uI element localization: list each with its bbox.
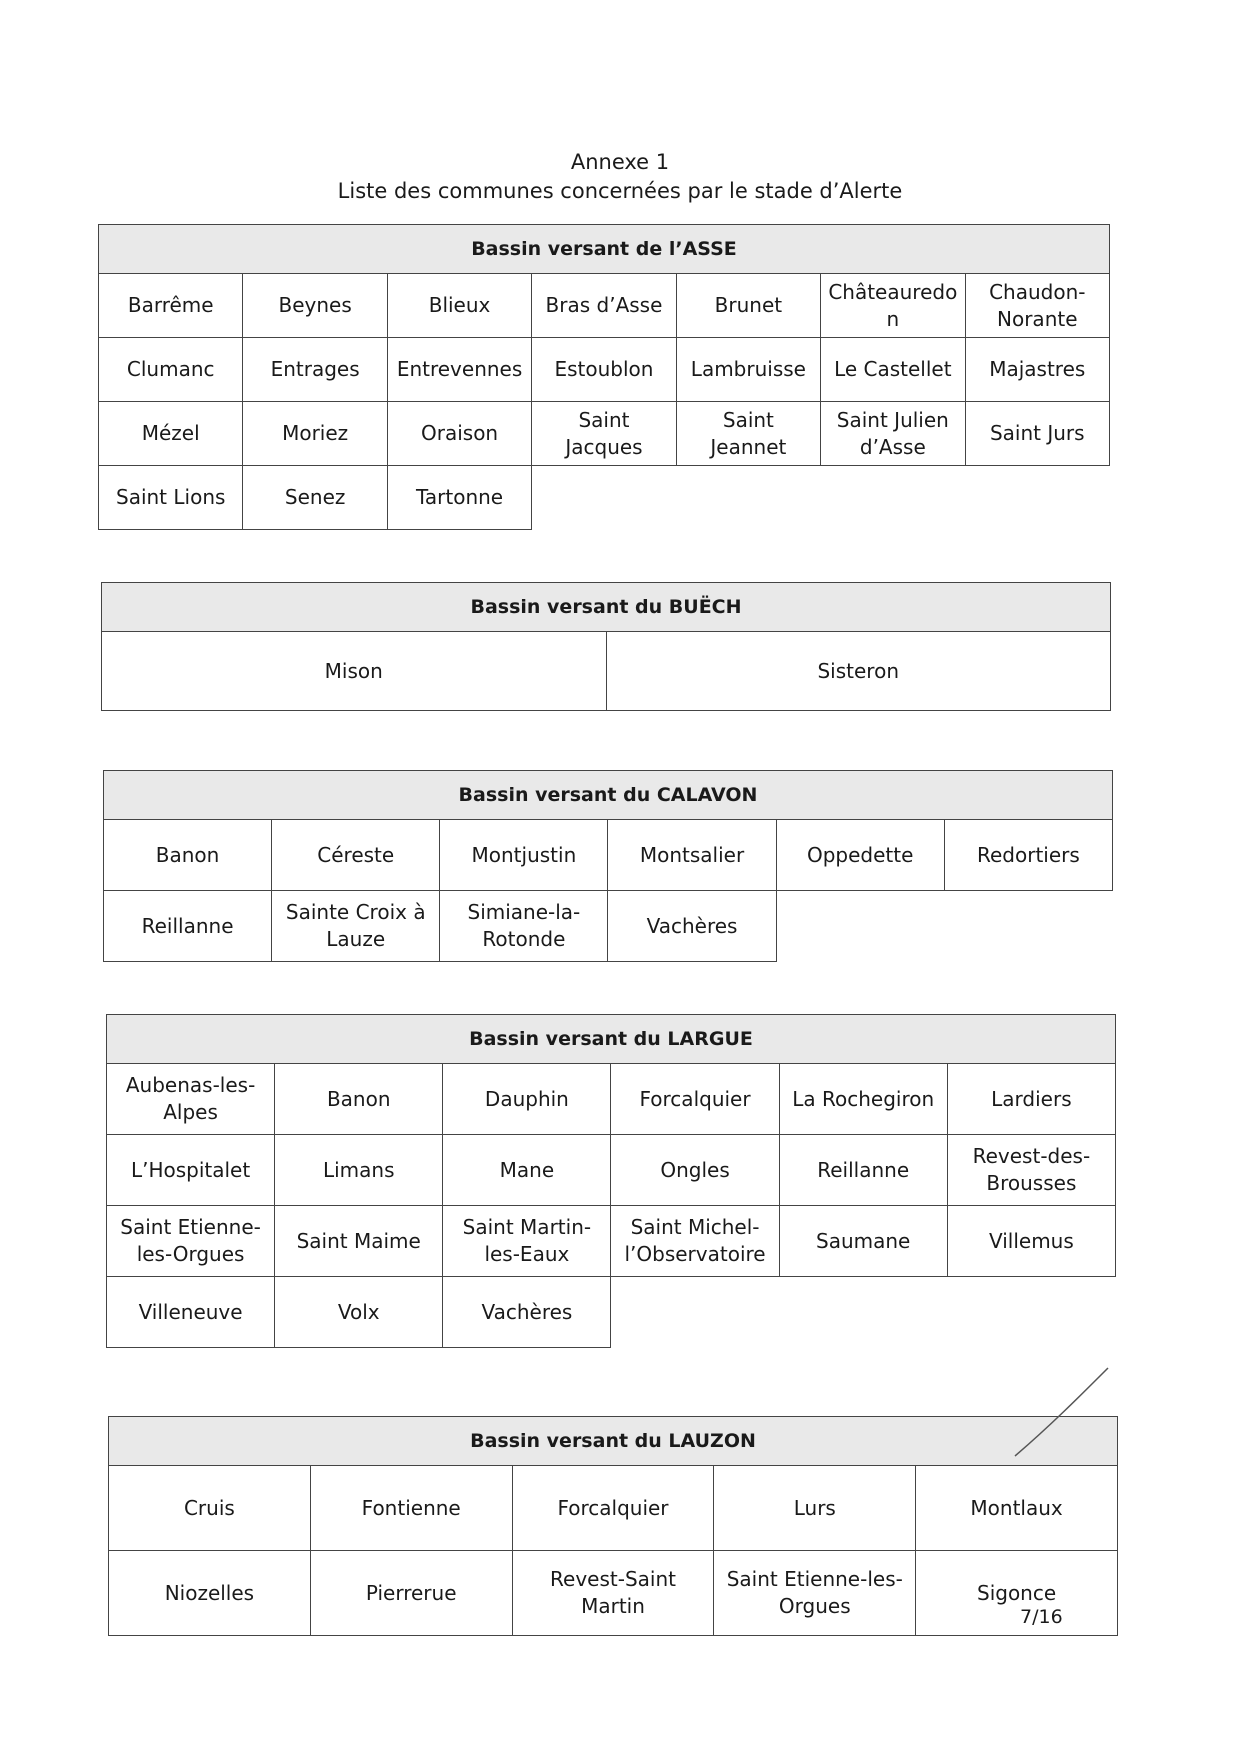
commune-table <box>103 770 1113 962</box>
commune-cell-montjustin: Montjustin <box>440 820 608 891</box>
empty-cell <box>779 1277 947 1348</box>
commune-cell-lardiers: Lardiers <box>947 1064 1115 1135</box>
table-row <box>107 1206 1116 1277</box>
commune-cell-niozelles: Niozelles <box>109 1551 311 1636</box>
commune-cell-oraison: Oraison <box>387 402 531 466</box>
empty-cell <box>821 466 965 530</box>
commune-cell-fontienne: Fontienne <box>310 1466 512 1551</box>
commune-cell-saumane: Saumane <box>779 1206 947 1277</box>
commune-cell-estoublon: Estoublon <box>532 338 676 402</box>
commune-cell-revest-saint-martin: Revest-Saint Martin <box>512 1551 714 1636</box>
commune-cell-banon: Banon <box>104 820 272 891</box>
commune-cell-bras-d-asse: Bras d’Asse <box>532 274 676 338</box>
commune-cell-saint-jacques: Saint Jacques <box>532 402 676 466</box>
commune-cell-barreme: Barrême <box>99 274 243 338</box>
commune-cell-saint-martin-les-eaux: Saint Martin- les-Eaux <box>443 1206 611 1277</box>
commune-cell-saint-etienne-les-orgues: Saint Etienne-les- Orgues <box>714 1551 916 1636</box>
commune-cell-mison: Mison <box>102 632 607 711</box>
bassin-title: Bassin versant du LARGUE <box>107 1015 1116 1064</box>
commune-cell-moriez: Moriez <box>243 402 387 466</box>
table-row <box>99 338 1110 402</box>
commune-cell-limans: Limans <box>275 1135 443 1206</box>
commune-cell-saint-julien-d-asse: Saint Julien d’Asse <box>821 402 965 466</box>
commune-cell-montsalier: Montsalier <box>608 820 776 891</box>
commune-cell-entrevennes: Entrevennes <box>387 338 531 402</box>
table-asse <box>98 224 1110 530</box>
commune-cell-beynes: Beynes <box>243 274 387 338</box>
commune-cell-reillanne: Reillanne <box>779 1135 947 1206</box>
page-header <box>0 148 1240 206</box>
commune-cell-volx: Volx <box>275 1277 443 1348</box>
table-row <box>107 1277 1116 1348</box>
commune-cell-aubenas-les-alpes: Aubenas-les- Alpes <box>107 1064 275 1135</box>
commune-cell-reillanne: Reillanne <box>104 891 272 962</box>
table-lauzon <box>108 1416 1118 1636</box>
commune-cell-clumanc: Clumanc <box>99 338 243 402</box>
bassin-title: Bassin versant du BUËCH <box>102 583 1111 632</box>
table-row <box>99 274 1110 338</box>
empty-cell <box>676 466 820 530</box>
commune-cell-dauphin: Dauphin <box>443 1064 611 1135</box>
commune-cell-chateauredo-n: Châteauredo n <box>821 274 965 338</box>
commune-cell-banon: Banon <box>275 1064 443 1135</box>
table-buech <box>101 582 1111 711</box>
table-row <box>109 1551 1118 1636</box>
table-row <box>107 1135 1116 1206</box>
page-number: 7/16 <box>1020 1606 1063 1628</box>
commune-cell-lurs: Lurs <box>714 1466 916 1551</box>
commune-cell-montlaux: Montlaux <box>916 1466 1118 1551</box>
commune-cell-sainte-croix-a-lauze: Sainte Croix à Lauze <box>272 891 440 962</box>
empty-cell <box>947 1277 1115 1348</box>
commune-cell-entrages: Entrages <box>243 338 387 402</box>
commune-cell-l-hospitalet: L’Hospitalet <box>107 1135 275 1206</box>
commune-cell-brunet: Brunet <box>676 274 820 338</box>
commune-cell-tartonne: Tartonne <box>387 466 531 530</box>
commune-cell-lambruisse: Lambruisse <box>676 338 820 402</box>
commune-table <box>98 224 1110 530</box>
table-row <box>99 466 1110 530</box>
commune-cell-villeneuve: Villeneuve <box>107 1277 275 1348</box>
commune-cell-mezel: Mézel <box>99 402 243 466</box>
commune-cell-blieux: Blieux <box>387 274 531 338</box>
commune-cell-sisteron: Sisteron <box>606 632 1111 711</box>
commune-cell-simiane-la-rotonde: Simiane-la- Rotonde <box>440 891 608 962</box>
empty-cell <box>776 891 944 962</box>
table-row <box>104 820 1113 891</box>
empty-cell <box>944 891 1112 962</box>
commune-table <box>101 582 1111 711</box>
commune-cell-pierrerue: Pierrerue <box>310 1551 512 1636</box>
commune-cell-saint-jeannet: Saint Jeannet <box>676 402 820 466</box>
commune-cell-villemus: Villemus <box>947 1206 1115 1277</box>
commune-cell-oppedette: Oppedette <box>776 820 944 891</box>
empty-cell <box>965 466 1109 530</box>
handwritten-slash-mark <box>1010 1366 1110 1466</box>
empty-cell <box>532 466 676 530</box>
commune-cell-cereste: Céreste <box>272 820 440 891</box>
commune-cell-majastres: Majastres <box>965 338 1109 402</box>
commune-table <box>108 1416 1118 1636</box>
bassin-title: Bassin versant du LAUZON <box>109 1417 1118 1466</box>
commune-cell-revest-des-brousses: Revest-des- Brousses <box>947 1135 1115 1206</box>
empty-cell <box>611 1277 779 1348</box>
annex-title: Annexe 1 <box>570 150 670 174</box>
commune-cell-redortiers: Redortiers <box>944 820 1112 891</box>
commune-cell-saint-maime: Saint Maime <box>275 1206 443 1277</box>
commune-cell-forcalquier: Forcalquier <box>512 1466 714 1551</box>
commune-cell-le-castellet: Le Castellet <box>821 338 965 402</box>
commune-cell-sigonce: Sigonce <box>916 1551 1118 1636</box>
commune-cell-saint-michel-l-observatoire: Saint Michel- l’Observatoire <box>611 1206 779 1277</box>
commune-cell-mane: Mane <box>443 1135 611 1206</box>
commune-table <box>106 1014 1116 1348</box>
commune-cell-vacheres: Vachères <box>608 891 776 962</box>
annex-subtitle: Liste des communes concernées par le stade d’Alerte <box>337 179 903 203</box>
commune-cell-la-rochegiron: La Rochegiron <box>779 1064 947 1135</box>
table-row <box>109 1466 1118 1551</box>
table-row <box>102 632 1111 711</box>
commune-cell-saint-jurs: Saint Jurs <box>965 402 1109 466</box>
commune-cell-senez: Senez <box>243 466 387 530</box>
table-calavon <box>103 770 1113 962</box>
commune-cell-ongles: Ongles <box>611 1135 779 1206</box>
commune-cell-cruis: Cruis <box>109 1466 311 1551</box>
commune-cell-saint-lions: Saint Lions <box>99 466 243 530</box>
bassin-title: Bassin versant de l’ASSE <box>99 225 1110 274</box>
table-row <box>107 1064 1116 1135</box>
commune-cell-vacheres: Vachères <box>443 1277 611 1348</box>
table-largue <box>106 1014 1116 1348</box>
table-row <box>104 891 1113 962</box>
table-row <box>99 402 1110 466</box>
bassin-title: Bassin versant du CALAVON <box>104 771 1113 820</box>
commune-cell-saint-etienne-les-orgues: Saint Etienne- les-Orgues <box>107 1206 275 1277</box>
commune-cell-chaudon-norante: Chaudon- Norante <box>965 274 1109 338</box>
commune-cell-forcalquier: Forcalquier <box>611 1064 779 1135</box>
